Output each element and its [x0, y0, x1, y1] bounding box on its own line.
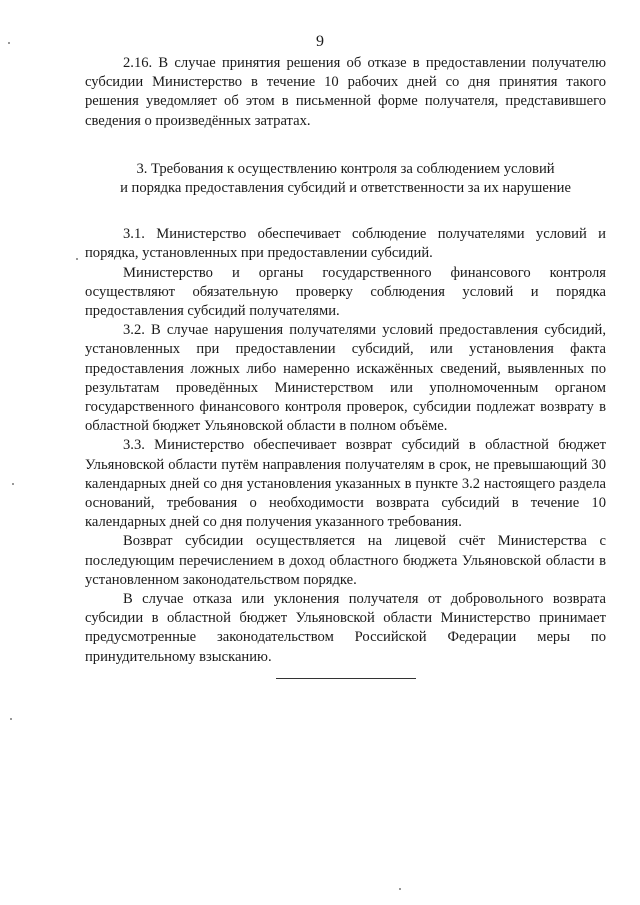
section-3-heading [85, 131, 606, 225]
heading-line-1: 3. Требования к осуществлению контроля за соблюдением условий [136, 160, 555, 177]
paragraph-3-2: 3.2. В случае нарушения получателями условий предоставления субсидий, установленных при предоставлении субсидий, или установления факта предоставления ложных либо намеренно искажённых сведений, выявленных по результатам проведённых Министерством или уполномоченным органом государственного финансового контроля проверок, субсидии подлежат возврату в областной бюджет Ульяновской области в полном объёме. [85, 322, 606, 435]
closing-rule [276, 678, 416, 679]
scan-speck [76, 258, 78, 260]
paragraph-3-1: 3.1. Министерство обеспечивает соблюдение получателями условий и порядка, установленных при предоставлении субсидий. [85, 226, 606, 262]
scan-speck [12, 483, 14, 485]
paragraph-3-3: 3.3. Министерство обеспечивает возврат субсидий в областной бюджет Ульяновской области путём направления получателям в срок, не превышающий 30 календарных дней со дня установления указанных в пункте 3.2 настоящего раздела оснований, требования о необходимости возврата субсидий в течение 10 календарных дней со дня получения указанного требования. [85, 437, 606, 531]
scan-speck [8, 42, 10, 44]
paragraph-forced-recovery: В случае отказа или уклонения получателя от добровольного возврата субсидии в областной бюджет Ульяновской области Министерство принимает предусмотренные законодательством Российской Федерации меры по принудительному взысканию. [85, 591, 606, 665]
paragraph-2-16: 2.16. В случае принятия решения об отказе в предоставлении получателю субсидии Министерство в течение 10 рабочих дней со дня принятия такого решения уведомляет об этом в письменной форме получателя, представившего сведения о произведённых затратах. [85, 55, 606, 129]
scan-speck [399, 888, 401, 890]
scan-speck [10, 718, 12, 720]
heading-line-2: и порядка предоставления субсидий и ответственности за их нарушение [120, 180, 571, 197]
paragraph-refund-account: Возврат субсидии осуществляется на лицевой счёт Министерства с последующим перечислением в доход областного бюджета Ульяновской области в установленном законодательством порядке. [85, 533, 606, 588]
document-body [85, 54, 606, 667]
page-number: 9 [316, 33, 324, 50]
paragraph-3-1-control: Министерство и органы государственного финансового контроля осуществляют обязательную проверку соблюдения условий и порядка предоставления субсидий получателями. [85, 264, 606, 320]
